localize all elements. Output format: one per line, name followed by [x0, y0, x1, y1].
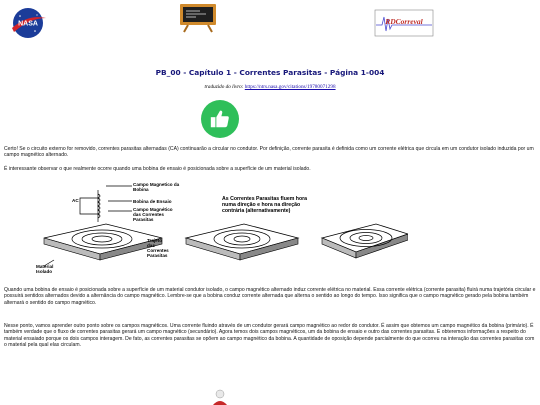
label-path-1: Trajeto	[147, 238, 163, 243]
label-eddy-field-3: Parasitas	[133, 217, 154, 222]
label-eddy-field-2: das Correntes	[133, 212, 164, 217]
rd-logo-text: RDCorreval	[385, 17, 423, 26]
label-material-1: Material	[36, 264, 54, 269]
credit-label: traduzido do livro:	[204, 84, 244, 90]
source-credit	[0, 84, 540, 90]
material-block-3	[322, 224, 408, 258]
chalkboard-icon	[176, 3, 220, 33]
thumbs-up-glyph	[209, 108, 231, 130]
label-ac: AC	[72, 198, 79, 203]
material-block-2	[186, 224, 298, 260]
nasa-logo-text: NASA	[18, 20, 38, 28]
person-icon[interactable]	[210, 388, 230, 405]
caption-line-1: As Correntes Parasitas fluem hora	[222, 196, 308, 202]
source-link[interactable]: https://ntrs.nasa.gov/citations/19780071298	[244, 84, 336, 90]
paragraph-intro: É interessante observar o que realmente ocorre quando uma bobina de ensaio é posicionada sobre a superfície de um material isolado.	[4, 166, 311, 172]
label-test-coil: Bobina de Ensaio	[133, 199, 172, 204]
label-material-2: Isolado	[36, 269, 53, 274]
page-title: PB_00 - Capítulo 1 - Correntes Parasitas - Página 1-004	[155, 68, 385, 77]
paragraph-fields: Nesse ponto, vamos aprender outro ponto sobre os campos magnéticos. Uma corrente fluindo através de um condutor gerará campo magnético ao redor do condutor. É assim que obtemos um campo magnético da bobina (primário). É também verdade que o fluxo de correntes parasitas gerará um campo magnético (secundário). Agora temos dois campos magnéticos, um da bobina de ensaio e outro das correntes parasitas. E obteremos informações a respeito do material ensaiado porque os dois campos interagem. De fato, as correntes parasitas se opõem ao campo magnético da bobina. A quantidade de oposição depende parcialmente do que ocorreu na interação das correntes parasitas com o material pela qual elas circulam.	[4, 323, 535, 349]
test-material-block	[44, 224, 162, 260]
caption-line-2: numa direção e hora na direção	[222, 202, 301, 208]
label-coil-field-2: Bobina	[133, 187, 149, 192]
nasa-logo	[8, 6, 48, 40]
label-path-3: Correntes	[147, 248, 169, 253]
thumbs-up-icon[interactable]	[201, 100, 239, 138]
eddy-current-diagram	[36, 180, 408, 280]
caption-line-3: contrária (alternativamente)	[222, 208, 291, 214]
label-path-4: Parasitas	[147, 253, 168, 258]
paragraph-definition: Certo! Se o circuito externo for removido, correntes parasitas alternadas (CA) continuarão a circular no condutor. Por definição, corrente parasita é definida como um corrente elétrica que circula em um condutor isolado induzida por um campo magnético alternado.	[4, 146, 534, 159]
label-path-2: das	[147, 243, 155, 248]
label-eddy-field-1: Campo Magnético	[133, 207, 173, 212]
paragraph-induction: Quando uma bobina de ensaio é posicionada sobre a superfície de um material condutor isolado, o campo magnético alternado induz corrente elétrica no material. Essa corrente elétrica (corrente parasita) fluirá numa trajetória circular e possuirá sentidos alternados devido a alternância do campo magnético. Lembre-se que a bobina conduz corrente alternada que alterna o sentido ao longo do tempo. Isso significa que o campo magnético gerado pela bobina também alternará o sentido do campo magnético.	[4, 287, 536, 306]
rd-correval-logo	[374, 9, 434, 37]
label-coil-field-1: Campo Magnetico da	[133, 182, 180, 187]
